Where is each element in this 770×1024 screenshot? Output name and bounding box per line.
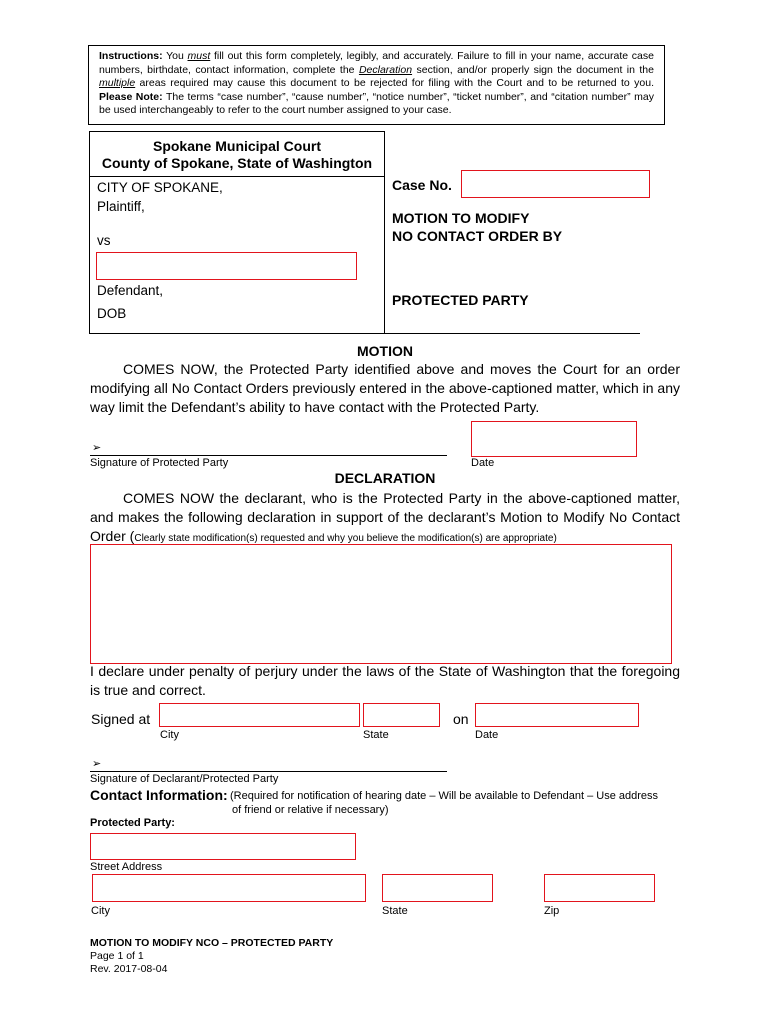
dob-label: DOB (97, 306, 127, 321)
declarant-signature-line[interactable] (90, 771, 447, 772)
court-name: Spokane Municipal Court (152, 138, 321, 154)
signed-state-field[interactable] (363, 703, 440, 727)
instructions-note-label: Please Note: (99, 90, 163, 103)
defendant-label: Defendant, (97, 283, 164, 298)
footer-rev: Rev. 2017-08-04 (90, 963, 168, 975)
instructions-text: areas required may cause this document to be rejected for filing with the Court and to be returned to you. (135, 77, 654, 90)
motion-date-label: Date (471, 457, 495, 469)
contact-note-line-2: of friend or relative if necessary) (232, 804, 389, 816)
footer-title: MOTION TO MODIFY NCO – PROTECTED PARTY (90, 937, 334, 949)
instructions-text: You (162, 50, 188, 62)
contact-city-field[interactable] (92, 874, 366, 902)
plaintiff-name: CITY OF SPOKANE, (97, 180, 223, 195)
protected-party-label: Protected Party: (90, 817, 175, 829)
arrow-icon: ➢ (92, 758, 102, 770)
signed-state-label: State (363, 729, 389, 741)
contact-zip-label: Zip (544, 905, 560, 917)
instructions-multiple: multiple (99, 77, 136, 90)
signed-date-label: Date (475, 729, 499, 741)
declaration-text-area[interactable] (90, 544, 672, 664)
declaration-heading: DECLARATION (334, 470, 436, 486)
instructions-text: section, and/or properly sign the document in the (412, 63, 654, 76)
plaintiff-role: Plaintiff, (97, 199, 145, 214)
title-line-2: NO CONTACT ORDER BY (392, 228, 563, 244)
instructions-label: Instructions: (99, 50, 163, 62)
footer-page: Page 1 of 1 (90, 950, 144, 962)
signed-date-field[interactable] (475, 703, 639, 727)
court-header (90, 132, 384, 177)
signed-city-label: City (160, 729, 179, 741)
street-address-label: Street Address (90, 861, 163, 873)
title-line-3: PROTECTED PARTY (392, 292, 529, 308)
protected-party-signature-label: Signature of Protected Party (90, 457, 229, 469)
contact-state-field[interactable] (382, 874, 493, 902)
arrow-icon: ➢ (92, 442, 102, 454)
contact-city-label: City (91, 905, 110, 917)
contact-state-label: State (382, 905, 408, 917)
caption-divider (89, 333, 640, 334)
case-no-label: Case No. (392, 177, 452, 193)
contact-heading: Contact Information: (90, 787, 228, 803)
street-address-field[interactable] (90, 833, 356, 860)
instructions-must: must (187, 50, 211, 62)
declaration-body-hint: Clearly state modification(s) requested and why you believe the modification(s) are appropriate) (134, 533, 557, 544)
instructions-declaration: Declaration (358, 63, 413, 76)
on-label: on (453, 711, 469, 727)
instructions-text: fill out this form completely, legibly, and accurately. Failure to fill in your name, accurate case numbers, birthdate, contact information, complete the (99, 50, 654, 76)
declarant-signature-label: Signature of Declarant/Protected Party (90, 773, 279, 785)
contact-note-line-1: (Required for notification of hearing date – Will be available to Defendant – Use address (230, 790, 659, 802)
caption-box (89, 131, 385, 333)
title-line-1: MOTION TO MODIFY (392, 210, 530, 226)
case-no-field[interactable] (461, 170, 650, 198)
motion-date-field[interactable] (471, 421, 637, 457)
motion-heading: MOTION (357, 343, 413, 359)
protected-party-signature-line[interactable] (90, 455, 447, 456)
signed-city-field[interactable] (159, 703, 360, 727)
declaration-body-text: COMES NOW the declarant, who is the Protected Party in the above-captioned matter, and makes the following declaration in support of the declarant’s Motion to Modify No Contact Order ( (90, 490, 680, 544)
instructions-box (88, 45, 665, 125)
perjury-statement: I declare under penalty of perjury under the laws of the State of Washington that the foregoing is true and correct. (90, 663, 680, 698)
contact-zip-field[interactable] (544, 874, 655, 902)
declaration-body (90, 489, 680, 548)
motion-body: COMES NOW, the Protected Party identified above and moves the Court for an order modifying all No Contact Orders previously entered in the above-captioned matter, which in any way limit the Defendant’s ability to have contact with the Protected Party. (90, 361, 680, 415)
instructions-text: The terms “case number”, “cause number”, “notice number”, “ticket number”, and “citation number” may be used interchangeably to refer to the court number assigned to your case. (99, 90, 654, 117)
vs-label: vs (97, 233, 111, 248)
defendant-name-field[interactable] (96, 252, 357, 280)
signed-at-label: Signed at (91, 711, 151, 727)
court-county: County of Spokane, State of Washington (101, 155, 373, 171)
